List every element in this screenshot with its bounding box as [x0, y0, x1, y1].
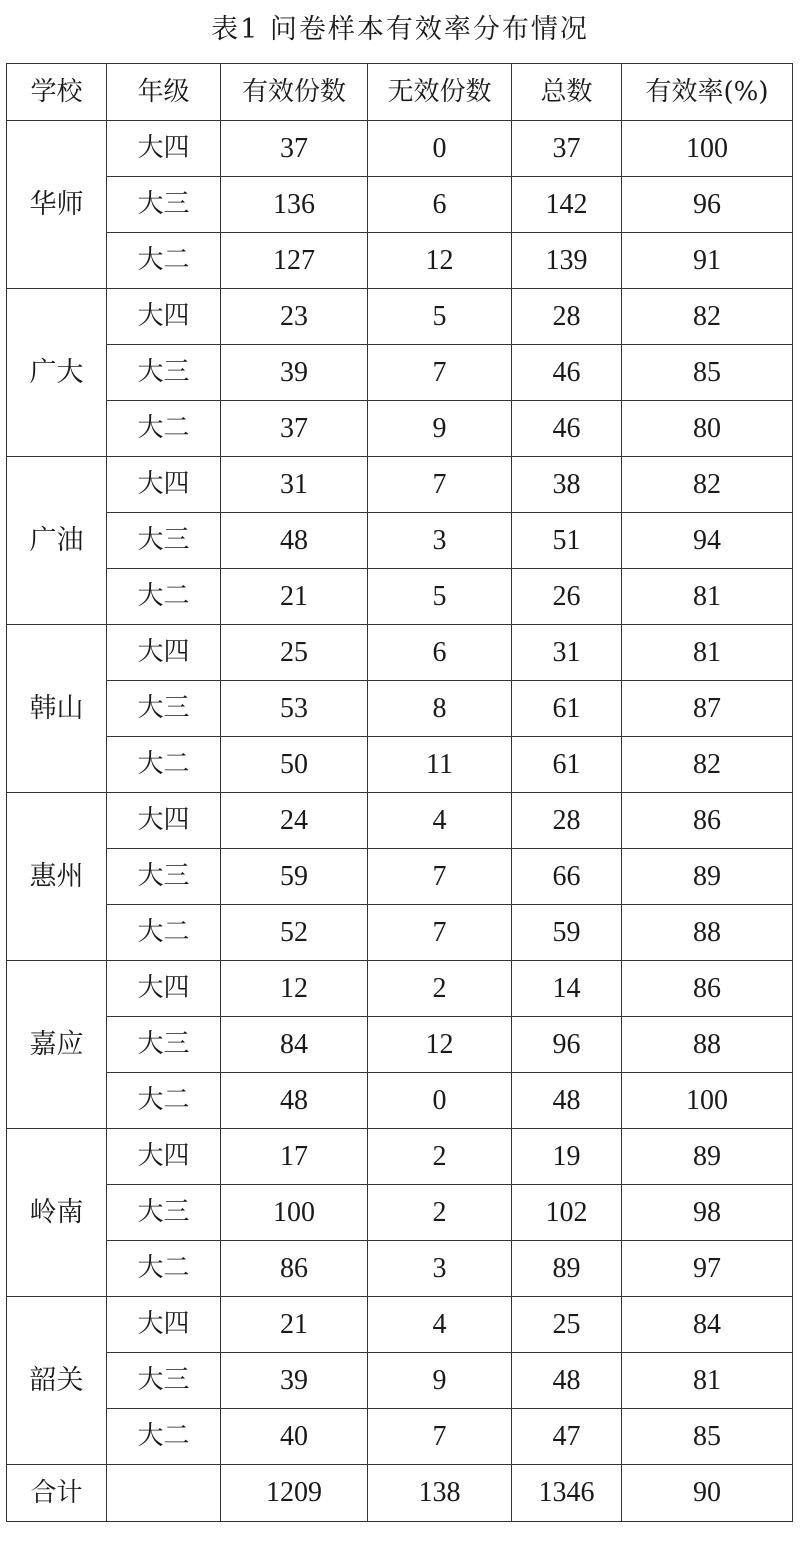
- school-cell: 韩山: [7, 625, 107, 793]
- table-row: [7, 401, 793, 457]
- grade-cell: 大二: [107, 401, 221, 457]
- table-row: [7, 457, 793, 513]
- table-row: [7, 233, 793, 289]
- invalid-count-cell: 7: [368, 1409, 512, 1465]
- table-row: [7, 1297, 793, 1353]
- total-count-cell: 31: [512, 625, 622, 681]
- total-count-cell: 28: [512, 793, 622, 849]
- total-count: 1346: [512, 1465, 622, 1522]
- school-cell: 广油: [7, 457, 107, 625]
- grade-cell: 大四: [107, 625, 221, 681]
- invalid-count-cell: 8: [368, 681, 512, 737]
- grade-cell: 大三: [107, 177, 221, 233]
- header-row: [7, 64, 793, 121]
- valid-rate-cell: 88: [622, 905, 793, 961]
- total-valid: 1209: [221, 1465, 368, 1522]
- total-count-cell: 89: [512, 1241, 622, 1297]
- valid-count-cell: 25: [221, 625, 368, 681]
- header-school: 学校: [7, 64, 107, 121]
- valid-count-cell: 37: [221, 401, 368, 457]
- total-rate: 90: [622, 1465, 793, 1522]
- total-count-cell: 46: [512, 401, 622, 457]
- valid-count-cell: 127: [221, 233, 368, 289]
- school-cell: 华师: [7, 121, 107, 289]
- table-title: 表1 问卷样本有效率分布情况: [211, 14, 589, 45]
- invalid-count-cell: 12: [368, 1017, 512, 1073]
- valid-rate-cell: 100: [622, 1073, 793, 1129]
- header-valid: 有效份数: [221, 64, 368, 121]
- invalid-count-cell: 6: [368, 177, 512, 233]
- invalid-count-cell: 7: [368, 457, 512, 513]
- school-cell: 广大: [7, 289, 107, 457]
- valid-count-cell: 52: [221, 905, 368, 961]
- grade-cell: 大四: [107, 1297, 221, 1353]
- valid-count-cell: 100: [221, 1185, 368, 1241]
- valid-rate-cell: 85: [622, 345, 793, 401]
- header-total: 总数: [512, 64, 622, 121]
- total-invalid: 138: [368, 1465, 512, 1522]
- data-table: [6, 63, 793, 1522]
- table-row: [7, 345, 793, 401]
- valid-count-cell: 37: [221, 121, 368, 177]
- table-row: [7, 905, 793, 961]
- valid-rate-cell: 85: [622, 1409, 793, 1465]
- valid-count-cell: 21: [221, 1297, 368, 1353]
- grade-cell: 大四: [107, 793, 221, 849]
- table-row: [7, 793, 793, 849]
- valid-count-cell: 59: [221, 849, 368, 905]
- table-row: [7, 513, 793, 569]
- valid-rate-cell: 98: [622, 1185, 793, 1241]
- invalid-count-cell: 7: [368, 905, 512, 961]
- valid-rate-cell: 97: [622, 1241, 793, 1297]
- table-row: [7, 121, 793, 177]
- grade-cell: 大三: [107, 513, 221, 569]
- total-count-cell: 61: [512, 681, 622, 737]
- valid-count-cell: 39: [221, 345, 368, 401]
- invalid-count-cell: 4: [368, 793, 512, 849]
- total-count-cell: 19: [512, 1129, 622, 1185]
- table-row: [7, 1409, 793, 1465]
- table-row: [7, 681, 793, 737]
- valid-rate-cell: 96: [622, 177, 793, 233]
- grade-cell: 大三: [107, 681, 221, 737]
- grade-cell: 大三: [107, 1017, 221, 1073]
- invalid-count-cell: 6: [368, 625, 512, 681]
- invalid-count-cell: 9: [368, 401, 512, 457]
- grade-cell: 大二: [107, 1409, 221, 1465]
- valid-count-cell: 21: [221, 569, 368, 625]
- total-count-cell: 51: [512, 513, 622, 569]
- school-cell: 韶关: [7, 1297, 107, 1465]
- valid-rate-cell: 88: [622, 1017, 793, 1073]
- valid-rate-cell: 89: [622, 1129, 793, 1185]
- valid-rate-cell: 81: [622, 1353, 793, 1409]
- valid-rate-cell: 84: [622, 1297, 793, 1353]
- total-count-cell: 66: [512, 849, 622, 905]
- grade-cell: 大三: [107, 1185, 221, 1241]
- invalid-count-cell: 7: [368, 849, 512, 905]
- valid-rate-cell: 86: [622, 793, 793, 849]
- total-count-cell: 47: [512, 1409, 622, 1465]
- total-label: 合计: [7, 1465, 107, 1522]
- table-row: [7, 1073, 793, 1129]
- valid-rate-cell: 91: [622, 233, 793, 289]
- valid-count-cell: 48: [221, 513, 368, 569]
- invalid-count-cell: 4: [368, 1297, 512, 1353]
- invalid-count-cell: 9: [368, 1353, 512, 1409]
- total-count-cell: 14: [512, 961, 622, 1017]
- total-row: [7, 1465, 793, 1522]
- total-count-cell: 25: [512, 1297, 622, 1353]
- table-row: [7, 177, 793, 233]
- total-count-cell: 142: [512, 177, 622, 233]
- valid-count-cell: 48: [221, 1073, 368, 1129]
- header-grade: 年级: [107, 64, 221, 121]
- school-cell: 惠州: [7, 793, 107, 961]
- valid-count-cell: 84: [221, 1017, 368, 1073]
- grade-cell: 大四: [107, 289, 221, 345]
- valid-count-cell: 40: [221, 1409, 368, 1465]
- total-count-cell: 37: [512, 121, 622, 177]
- invalid-count-cell: 0: [368, 1073, 512, 1129]
- total-count-cell: 46: [512, 345, 622, 401]
- valid-rate-cell: 94: [622, 513, 793, 569]
- total-count-cell: 26: [512, 569, 622, 625]
- grade-cell: 大二: [107, 569, 221, 625]
- grade-cell: 大二: [107, 737, 221, 793]
- invalid-count-cell: 2: [368, 1185, 512, 1241]
- total-count-cell: 96: [512, 1017, 622, 1073]
- grade-cell: 大二: [107, 905, 221, 961]
- table-row: [7, 1241, 793, 1297]
- grade-cell: 大四: [107, 1129, 221, 1185]
- valid-rate-cell: 89: [622, 849, 793, 905]
- grade-cell: 大四: [107, 457, 221, 513]
- grade-cell: 大二: [107, 233, 221, 289]
- table-body: [7, 121, 793, 1465]
- total-count-cell: 102: [512, 1185, 622, 1241]
- invalid-count-cell: 7: [368, 345, 512, 401]
- invalid-count-cell: 11: [368, 737, 512, 793]
- table-row: [7, 1185, 793, 1241]
- school-cell: 岭南: [7, 1129, 107, 1297]
- invalid-count-cell: 5: [368, 289, 512, 345]
- table-row: [7, 289, 793, 345]
- total-count-cell: 61: [512, 737, 622, 793]
- valid-rate-cell: 87: [622, 681, 793, 737]
- total-count-cell: 59: [512, 905, 622, 961]
- valid-count-cell: 12: [221, 961, 368, 1017]
- grade-cell: 大四: [107, 121, 221, 177]
- valid-count-cell: 17: [221, 1129, 368, 1185]
- valid-rate-cell: 100: [622, 121, 793, 177]
- invalid-count-cell: 12: [368, 233, 512, 289]
- school-cell: 嘉应: [7, 961, 107, 1129]
- grade-cell: 大三: [107, 345, 221, 401]
- grade-cell: 大三: [107, 849, 221, 905]
- valid-count-cell: 23: [221, 289, 368, 345]
- grade-cell: 大二: [107, 1241, 221, 1297]
- table-row: [7, 961, 793, 1017]
- valid-rate-cell: 82: [622, 457, 793, 513]
- valid-rate-cell: 81: [622, 569, 793, 625]
- invalid-count-cell: 2: [368, 961, 512, 1017]
- total-count-cell: 28: [512, 289, 622, 345]
- total-count-cell: 48: [512, 1353, 622, 1409]
- invalid-count-cell: 0: [368, 121, 512, 177]
- valid-count-cell: 50: [221, 737, 368, 793]
- invalid-count-cell: 3: [368, 1241, 512, 1297]
- grade-cell: 大三: [107, 1353, 221, 1409]
- table-row: [7, 625, 793, 681]
- valid-rate-cell: 80: [622, 401, 793, 457]
- valid-count-cell: 136: [221, 177, 368, 233]
- table-row: [7, 1017, 793, 1073]
- valid-rate-cell: 82: [622, 289, 793, 345]
- total-count-cell: 38: [512, 457, 622, 513]
- total-grade-cell: [107, 1465, 221, 1522]
- total-count-cell: 139: [512, 233, 622, 289]
- invalid-count-cell: 5: [368, 569, 512, 625]
- table-row: [7, 849, 793, 905]
- table-row: [7, 1353, 793, 1409]
- valid-rate-cell: 81: [622, 625, 793, 681]
- valid-count-cell: 86: [221, 1241, 368, 1297]
- invalid-count-cell: 3: [368, 513, 512, 569]
- valid-count-cell: 31: [221, 457, 368, 513]
- grade-cell: 大四: [107, 961, 221, 1017]
- header-invalid: 无效份数: [368, 64, 512, 121]
- header-rate: 有效率(%): [622, 64, 793, 121]
- table-row: [7, 1129, 793, 1185]
- grade-cell: 大二: [107, 1073, 221, 1129]
- valid-rate-cell: 82: [622, 737, 793, 793]
- valid-rate-cell: 86: [622, 961, 793, 1017]
- table-row: [7, 569, 793, 625]
- table-row: [7, 737, 793, 793]
- valid-count-cell: 24: [221, 793, 368, 849]
- invalid-count-cell: 2: [368, 1129, 512, 1185]
- valid-count-cell: 39: [221, 1353, 368, 1409]
- valid-count-cell: 53: [221, 681, 368, 737]
- total-count-cell: 48: [512, 1073, 622, 1129]
